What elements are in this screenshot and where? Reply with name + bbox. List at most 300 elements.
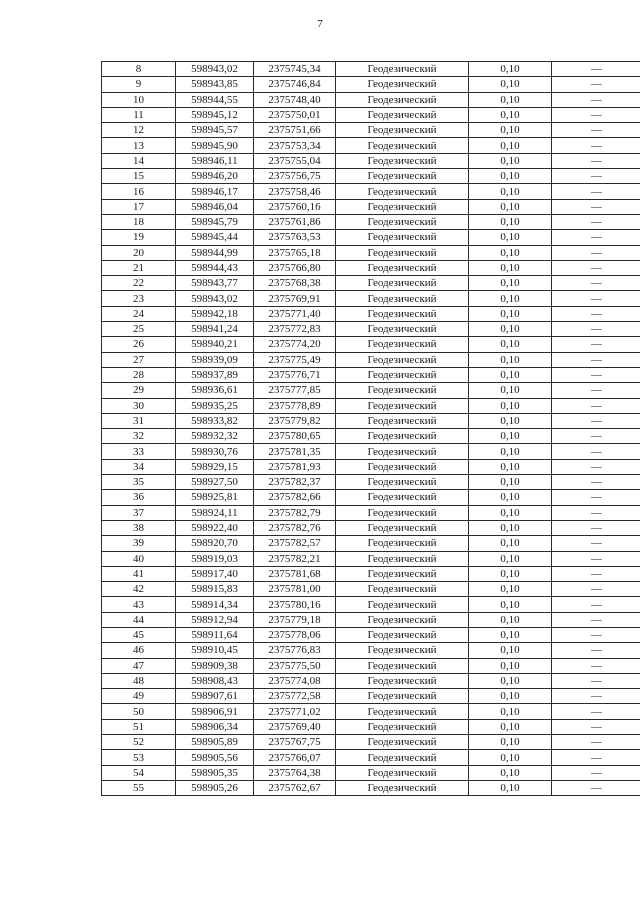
description-cell: — (552, 429, 640, 444)
y-coordinate-cell: 2375782,37 (254, 475, 336, 490)
accuracy-cell: 0,10 (469, 673, 552, 688)
accuracy-cell: 0,10 (469, 322, 552, 337)
point-number-cell: 22 (102, 276, 176, 291)
description-cell: — (552, 597, 640, 612)
point-number-cell: 50 (102, 704, 176, 719)
accuracy-cell: 0,10 (469, 750, 552, 765)
method-cell: Геодезический (336, 765, 469, 780)
y-coordinate-cell: 2375746,84 (254, 77, 336, 92)
y-coordinate-cell: 2375778,06 (254, 627, 336, 642)
description-cell: — (552, 582, 640, 597)
description-cell: — (552, 138, 640, 153)
description-cell: — (552, 291, 640, 306)
y-coordinate-cell: 2375772,58 (254, 689, 336, 704)
method-cell: Геодезический (336, 398, 469, 413)
y-coordinate-cell: 2375781,00 (254, 582, 336, 597)
point-number-cell: 21 (102, 260, 176, 275)
description-cell: — (552, 398, 640, 413)
x-coordinate-cell: 598905,26 (176, 780, 254, 795)
method-cell: Геодезический (336, 551, 469, 566)
point-number-cell: 9 (102, 77, 176, 92)
point-number-cell: 55 (102, 780, 176, 795)
point-number-cell: 39 (102, 536, 176, 551)
point-number-cell: 40 (102, 551, 176, 566)
table-row (102, 612, 640, 627)
x-coordinate-cell: 598906,91 (176, 704, 254, 719)
y-coordinate-cell: 2375772,83 (254, 322, 336, 337)
point-number-cell: 28 (102, 367, 176, 382)
method-cell: Геодезический (336, 169, 469, 184)
point-number-cell: 41 (102, 566, 176, 581)
y-coordinate-cell: 2375761,86 (254, 214, 336, 229)
table-row (102, 765, 640, 780)
table-row (102, 306, 640, 321)
point-number-cell: 46 (102, 643, 176, 658)
point-number-cell: 42 (102, 582, 176, 597)
table-row (102, 658, 640, 673)
x-coordinate-cell: 598943,85 (176, 77, 254, 92)
x-coordinate-cell: 598943,02 (176, 291, 254, 306)
method-cell: Геодезический (336, 199, 469, 214)
point-number-cell: 49 (102, 689, 176, 704)
accuracy-cell: 0,10 (469, 643, 552, 658)
table-row (102, 138, 640, 153)
y-coordinate-cell: 2375782,79 (254, 505, 336, 520)
table-row (102, 551, 640, 566)
accuracy-cell: 0,10 (469, 62, 552, 77)
y-coordinate-cell: 2375781,93 (254, 459, 336, 474)
point-number-cell: 11 (102, 107, 176, 122)
x-coordinate-cell: 598914,34 (176, 597, 254, 612)
x-coordinate-cell: 598946,20 (176, 169, 254, 184)
description-cell: — (552, 673, 640, 688)
method-cell: Геодезический (336, 444, 469, 459)
table-row (102, 673, 640, 688)
point-number-cell: 47 (102, 658, 176, 673)
table-row (102, 214, 640, 229)
table-row (102, 459, 640, 474)
y-coordinate-cell: 2375771,40 (254, 306, 336, 321)
accuracy-cell: 0,10 (469, 138, 552, 153)
accuracy-cell: 0,10 (469, 337, 552, 352)
accuracy-cell: 0,10 (469, 245, 552, 260)
y-coordinate-cell: 2375766,07 (254, 750, 336, 765)
method-cell: Геодезический (336, 689, 469, 704)
table-row (102, 245, 640, 260)
description-cell: — (552, 627, 640, 642)
x-coordinate-cell: 598906,34 (176, 719, 254, 734)
x-coordinate-cell: 598939,09 (176, 352, 254, 367)
x-coordinate-cell: 598920,70 (176, 536, 254, 551)
x-coordinate-cell: 598929,15 (176, 459, 254, 474)
table-row (102, 444, 640, 459)
table-row (102, 123, 640, 138)
description-cell: — (552, 536, 640, 551)
accuracy-cell: 0,10 (469, 153, 552, 168)
method-cell: Геодезический (336, 276, 469, 291)
x-coordinate-cell: 598936,61 (176, 383, 254, 398)
x-coordinate-cell: 598944,55 (176, 92, 254, 107)
accuracy-cell: 0,10 (469, 612, 552, 627)
table-row (102, 597, 640, 612)
x-coordinate-cell: 598908,43 (176, 673, 254, 688)
description-cell: — (552, 413, 640, 428)
point-number-cell: 48 (102, 673, 176, 688)
table-row (102, 260, 640, 275)
accuracy-cell: 0,10 (469, 597, 552, 612)
accuracy-cell: 0,10 (469, 520, 552, 535)
description-cell: — (552, 184, 640, 199)
description-cell: — (552, 735, 640, 750)
point-number-cell: 13 (102, 138, 176, 153)
point-number-cell: 31 (102, 413, 176, 428)
method-cell: Геодезический (336, 62, 469, 77)
description-cell: — (552, 505, 640, 520)
description-cell: — (552, 444, 640, 459)
method-cell: Геодезический (336, 383, 469, 398)
y-coordinate-cell: 2375776,71 (254, 367, 336, 382)
coordinates-table (101, 61, 640, 796)
accuracy-cell: 0,10 (469, 735, 552, 750)
y-coordinate-cell: 2375766,80 (254, 260, 336, 275)
method-cell: Геодезический (336, 643, 469, 658)
method-cell: Геодезический (336, 597, 469, 612)
table-row (102, 704, 640, 719)
x-coordinate-cell: 598917,40 (176, 566, 254, 581)
method-cell: Геодезический (336, 704, 469, 719)
point-number-cell: 35 (102, 475, 176, 490)
x-coordinate-cell: 598925,81 (176, 490, 254, 505)
point-number-cell: 34 (102, 459, 176, 474)
method-cell: Геодезический (336, 750, 469, 765)
y-coordinate-cell: 2375775,50 (254, 658, 336, 673)
y-coordinate-cell: 2375755,04 (254, 153, 336, 168)
description-cell: — (552, 566, 640, 581)
table-row (102, 566, 640, 581)
method-cell: Геодезический (336, 658, 469, 673)
accuracy-cell: 0,10 (469, 230, 552, 245)
point-number-cell: 12 (102, 123, 176, 138)
table-row (102, 337, 640, 352)
method-cell: Геодезический (336, 536, 469, 551)
y-coordinate-cell: 2375756,75 (254, 169, 336, 184)
method-cell: Геодезический (336, 92, 469, 107)
point-number-cell: 16 (102, 184, 176, 199)
x-coordinate-cell: 598905,56 (176, 750, 254, 765)
accuracy-cell: 0,10 (469, 536, 552, 551)
point-number-cell: 19 (102, 230, 176, 245)
x-coordinate-cell: 598905,35 (176, 765, 254, 780)
y-coordinate-cell: 2375781,35 (254, 444, 336, 459)
coordinates-table-container (101, 61, 611, 796)
x-coordinate-cell: 598943,02 (176, 62, 254, 77)
y-coordinate-cell: 2375782,21 (254, 551, 336, 566)
table-row (102, 475, 640, 490)
y-coordinate-cell: 2375777,85 (254, 383, 336, 398)
point-number-cell: 20 (102, 245, 176, 260)
y-coordinate-cell: 2375764,38 (254, 765, 336, 780)
method-cell: Геодезический (336, 566, 469, 581)
x-coordinate-cell: 598932,32 (176, 429, 254, 444)
point-number-cell: 29 (102, 383, 176, 398)
table-row (102, 398, 640, 413)
accuracy-cell: 0,10 (469, 398, 552, 413)
x-coordinate-cell: 598945,79 (176, 214, 254, 229)
accuracy-cell: 0,10 (469, 627, 552, 642)
table-row (102, 352, 640, 367)
method-cell: Геодезический (336, 306, 469, 321)
point-number-cell: 26 (102, 337, 176, 352)
point-number-cell: 32 (102, 429, 176, 444)
accuracy-cell: 0,10 (469, 719, 552, 734)
point-number-cell: 51 (102, 719, 176, 734)
point-number-cell: 45 (102, 627, 176, 642)
point-number-cell: 54 (102, 765, 176, 780)
accuracy-cell: 0,10 (469, 475, 552, 490)
accuracy-cell: 0,10 (469, 260, 552, 275)
method-cell: Геодезический (336, 413, 469, 428)
method-cell: Геодезический (336, 505, 469, 520)
table-row (102, 780, 640, 795)
accuracy-cell: 0,10 (469, 352, 552, 367)
x-coordinate-cell: 598915,83 (176, 582, 254, 597)
y-coordinate-cell: 2375768,38 (254, 276, 336, 291)
accuracy-cell: 0,10 (469, 413, 552, 428)
description-cell: — (552, 306, 640, 321)
y-coordinate-cell: 2375771,02 (254, 704, 336, 719)
accuracy-cell: 0,10 (469, 306, 552, 321)
description-cell: — (552, 352, 640, 367)
table-row (102, 77, 640, 92)
x-coordinate-cell: 598946,11 (176, 153, 254, 168)
point-number-cell: 30 (102, 398, 176, 413)
accuracy-cell: 0,10 (469, 444, 552, 459)
x-coordinate-cell: 598946,04 (176, 199, 254, 214)
point-number-cell: 52 (102, 735, 176, 750)
table-row (102, 520, 640, 535)
description-cell: — (552, 245, 640, 260)
table-row (102, 536, 640, 551)
description-cell: — (552, 107, 640, 122)
accuracy-cell: 0,10 (469, 582, 552, 597)
description-cell: — (552, 719, 640, 734)
point-number-cell: 53 (102, 750, 176, 765)
point-number-cell: 15 (102, 169, 176, 184)
x-coordinate-cell: 598944,43 (176, 260, 254, 275)
y-coordinate-cell: 2375748,40 (254, 92, 336, 107)
x-coordinate-cell: 598946,17 (176, 184, 254, 199)
accuracy-cell: 0,10 (469, 92, 552, 107)
method-cell: Геодезический (336, 459, 469, 474)
x-coordinate-cell: 598945,90 (176, 138, 254, 153)
point-number-cell: 38 (102, 520, 176, 535)
y-coordinate-cell: 2375778,89 (254, 398, 336, 413)
y-coordinate-cell: 2375779,18 (254, 612, 336, 627)
x-coordinate-cell: 598937,89 (176, 367, 254, 382)
table-row (102, 169, 640, 184)
description-cell: — (552, 169, 640, 184)
point-number-cell: 44 (102, 612, 176, 627)
description-cell: — (552, 459, 640, 474)
description-cell: — (552, 230, 640, 245)
description-cell: — (552, 383, 640, 398)
y-coordinate-cell: 2375782,76 (254, 520, 336, 535)
description-cell: — (552, 77, 640, 92)
y-coordinate-cell: 2375769,91 (254, 291, 336, 306)
description-cell: — (552, 92, 640, 107)
point-number-cell: 14 (102, 153, 176, 168)
description-cell: — (552, 551, 640, 566)
table-row (102, 582, 640, 597)
y-coordinate-cell: 2375767,75 (254, 735, 336, 750)
y-coordinate-cell: 2375774,08 (254, 673, 336, 688)
accuracy-cell: 0,10 (469, 367, 552, 382)
table-row (102, 184, 640, 199)
point-number-cell: 17 (102, 199, 176, 214)
x-coordinate-cell: 598905,89 (176, 735, 254, 750)
x-coordinate-cell: 598907,61 (176, 689, 254, 704)
method-cell: Геодезический (336, 352, 469, 367)
table-row (102, 383, 640, 398)
table-row (102, 367, 640, 382)
y-coordinate-cell: 2375753,34 (254, 138, 336, 153)
description-cell: — (552, 199, 640, 214)
description-cell: — (552, 322, 640, 337)
accuracy-cell: 0,10 (469, 780, 552, 795)
method-cell: Геодезический (336, 490, 469, 505)
method-cell: Геодезический (336, 719, 469, 734)
x-coordinate-cell: 598945,44 (176, 230, 254, 245)
table-row (102, 230, 640, 245)
y-coordinate-cell: 2375781,68 (254, 566, 336, 581)
method-cell: Геодезический (336, 612, 469, 627)
x-coordinate-cell: 598930,76 (176, 444, 254, 459)
accuracy-cell: 0,10 (469, 291, 552, 306)
table-row (102, 199, 640, 214)
method-cell: Геодезический (336, 735, 469, 750)
y-coordinate-cell: 2375763,53 (254, 230, 336, 245)
y-coordinate-cell: 2375769,40 (254, 719, 336, 734)
accuracy-cell: 0,10 (469, 77, 552, 92)
x-coordinate-cell: 598912,94 (176, 612, 254, 627)
description-cell: — (552, 62, 640, 77)
description-cell: — (552, 658, 640, 673)
x-coordinate-cell: 598924,11 (176, 505, 254, 520)
accuracy-cell: 0,10 (469, 689, 552, 704)
accuracy-cell: 0,10 (469, 551, 552, 566)
y-coordinate-cell: 2375774,20 (254, 337, 336, 352)
x-coordinate-cell: 598942,18 (176, 306, 254, 321)
accuracy-cell: 0,10 (469, 199, 552, 214)
table-row (102, 429, 640, 444)
point-number-cell: 25 (102, 322, 176, 337)
y-coordinate-cell: 2375762,67 (254, 780, 336, 795)
description-cell: — (552, 750, 640, 765)
point-number-cell: 37 (102, 505, 176, 520)
point-number-cell: 10 (102, 92, 176, 107)
table-row (102, 505, 640, 520)
description-cell: — (552, 704, 640, 719)
table-row (102, 750, 640, 765)
accuracy-cell: 0,10 (469, 123, 552, 138)
accuracy-cell: 0,10 (469, 107, 552, 122)
x-coordinate-cell: 598945,12 (176, 107, 254, 122)
point-number-cell: 27 (102, 352, 176, 367)
method-cell: Геодезический (336, 230, 469, 245)
description-cell: — (552, 612, 640, 627)
method-cell: Геодезический (336, 520, 469, 535)
point-number-cell: 43 (102, 597, 176, 612)
y-coordinate-cell: 2375758,46 (254, 184, 336, 199)
method-cell: Геодезический (336, 780, 469, 795)
table-row (102, 490, 640, 505)
y-coordinate-cell: 2375765,18 (254, 245, 336, 260)
method-cell: Геодезический (336, 475, 469, 490)
x-coordinate-cell: 598922,40 (176, 520, 254, 535)
x-coordinate-cell: 598909,38 (176, 658, 254, 673)
x-coordinate-cell: 598943,77 (176, 276, 254, 291)
method-cell: Геодезический (336, 123, 469, 138)
method-cell: Геодезический (336, 627, 469, 642)
table-row (102, 153, 640, 168)
x-coordinate-cell: 598927,50 (176, 475, 254, 490)
table-row (102, 643, 640, 658)
method-cell: Геодезический (336, 214, 469, 229)
x-coordinate-cell: 598911,64 (176, 627, 254, 642)
method-cell: Геодезический (336, 337, 469, 352)
description-cell: — (552, 214, 640, 229)
method-cell: Геодезический (336, 673, 469, 688)
description-cell: — (552, 490, 640, 505)
table-row (102, 291, 640, 306)
description-cell: — (552, 337, 640, 352)
accuracy-cell: 0,10 (469, 429, 552, 444)
table-row (102, 413, 640, 428)
description-cell: — (552, 520, 640, 535)
coordinates-table-body (102, 62, 640, 796)
method-cell: Геодезический (336, 245, 469, 260)
x-coordinate-cell: 598910,45 (176, 643, 254, 658)
table-row (102, 62, 640, 77)
accuracy-cell: 0,10 (469, 459, 552, 474)
method-cell: Геодезический (336, 367, 469, 382)
accuracy-cell: 0,10 (469, 383, 552, 398)
method-cell: Геодезический (336, 138, 469, 153)
x-coordinate-cell: 598933,82 (176, 413, 254, 428)
point-number-cell: 8 (102, 62, 176, 77)
accuracy-cell: 0,10 (469, 505, 552, 520)
description-cell: — (552, 260, 640, 275)
description-cell: — (552, 765, 640, 780)
method-cell: Геодезический (336, 77, 469, 92)
x-coordinate-cell: 598945,57 (176, 123, 254, 138)
point-number-cell: 24 (102, 306, 176, 321)
method-cell: Геодезический (336, 291, 469, 306)
y-coordinate-cell: 2375751,66 (254, 123, 336, 138)
y-coordinate-cell: 2375745,34 (254, 62, 336, 77)
description-cell: — (552, 276, 640, 291)
description-cell: — (552, 367, 640, 382)
table-row (102, 689, 640, 704)
method-cell: Геодезический (336, 582, 469, 597)
y-coordinate-cell: 2375780,16 (254, 597, 336, 612)
table-row (102, 276, 640, 291)
accuracy-cell: 0,10 (469, 184, 552, 199)
accuracy-cell: 0,10 (469, 214, 552, 229)
table-row (102, 735, 640, 750)
y-coordinate-cell: 2375780,65 (254, 429, 336, 444)
page-number: 7 (317, 18, 323, 30)
